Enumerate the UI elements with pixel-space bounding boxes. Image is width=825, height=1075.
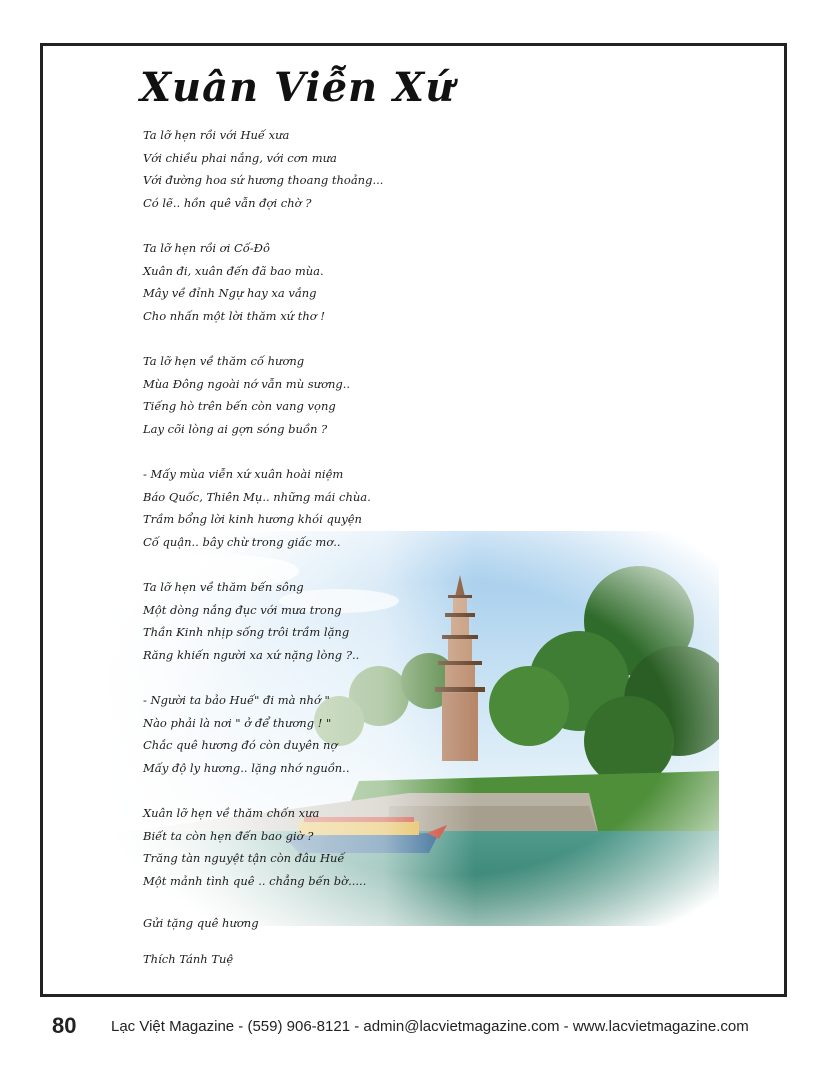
poem-line: Trăng tàn nguyệt tận còn đâu Huế — [143, 851, 345, 865]
poem-line: Với đường hoa sứ hương thoang thoảng... — [143, 173, 384, 187]
poem-line: Tiếng hò trên bến còn vang vọng — [143, 399, 336, 413]
poem-line: Ta lỡ hẹn rồi với Huế xưa — [143, 128, 290, 142]
poem-line: - Mấy mùa viễn xứ xuân hoài niệm — [143, 467, 344, 481]
page-footer — [40, 1013, 781, 1041]
stanza — [143, 350, 463, 440]
page-frame — [40, 43, 787, 997]
poem-line: Nào phải là nơi " ở để thương ! " — [143, 715, 332, 730]
poem-line: Một dòng nắng đục với mưa trong — [143, 602, 342, 617]
poem-line: Mấy độ ly hương.. lặng nhớ nguồn.. — [143, 760, 350, 775]
poem-line: Răng khiến người xa xứ nặng lòng ?.. — [143, 647, 360, 662]
poem-line: Ta lỡ hẹn về thăm bến sông — [143, 580, 304, 594]
poem-line: Mùa Đông ngoài nớ vẫn mù sương.. — [143, 376, 351, 391]
poem-line: Xuân lỡ hẹn về thăm chốn xưa — [143, 806, 320, 820]
poem-line: Ta lỡ hẹn rồi ơi Cố-Đô — [143, 241, 270, 255]
page-number: 80 — [52, 1013, 77, 1038]
poem-line: Thần Kinh nhịp sống trôi trầm lặng — [143, 625, 350, 639]
poem-line: Biết ta còn hẹn đến bao giờ ? — [143, 828, 314, 843]
poem-body — [143, 124, 463, 915]
poem-line: Trầm bổng lời kinh hương khói quyện — [143, 512, 362, 526]
poem-line: Chắc quê hương đó còn duyên nợ — [143, 738, 338, 752]
stanza — [143, 802, 463, 892]
footer-contact: Lạc Việt Magazine - (559) 906-8121 - admin@lacvietmagazine.com - www.lacvietmagazine.com — [111, 1018, 749, 1035]
stanza — [143, 689, 463, 779]
dedication: Gửi tặng quê hương — [143, 916, 259, 930]
poem-line: Ta lỡ hẹn về thăm cố hương — [143, 354, 305, 368]
poem-line: Cho nhấn một lời thăm xứ thơ ! — [143, 308, 325, 323]
stanza — [143, 237, 463, 327]
poem-line: Cố quận.. bây chừ trong giấc mơ.. — [143, 534, 341, 549]
poem-line: Một mảnh tình quê .. chẳng bến bờ..... — [143, 873, 367, 888]
signature-block — [143, 916, 259, 966]
stanza — [143, 576, 463, 666]
stanza — [143, 124, 463, 214]
poem-line: Với chiều phai nắng, với cơn mưa — [143, 150, 337, 165]
poem-line: Báo Quốc, Thiên Mụ.. những mái chùa. — [143, 489, 371, 504]
poem-title: Xuân Viễn Xứ — [140, 64, 456, 111]
poem-line: Mây về đỉnh Ngự hay xa vắng — [143, 286, 317, 300]
stanza — [143, 463, 463, 553]
poem-line: Lay cõi lòng ai gợn sóng buồn ? — [143, 421, 328, 436]
poem-line: - Người ta bảo Huế" đi mà nhớ " — [143, 693, 330, 707]
poem-line: Xuân đi, xuân đến đã bao mùa. — [143, 263, 324, 278]
author-name: Thích Tánh Tuệ — [143, 952, 234, 966]
poem-line: Có lẽ.. hồn quê vẫn đợi chờ ? — [143, 195, 312, 210]
